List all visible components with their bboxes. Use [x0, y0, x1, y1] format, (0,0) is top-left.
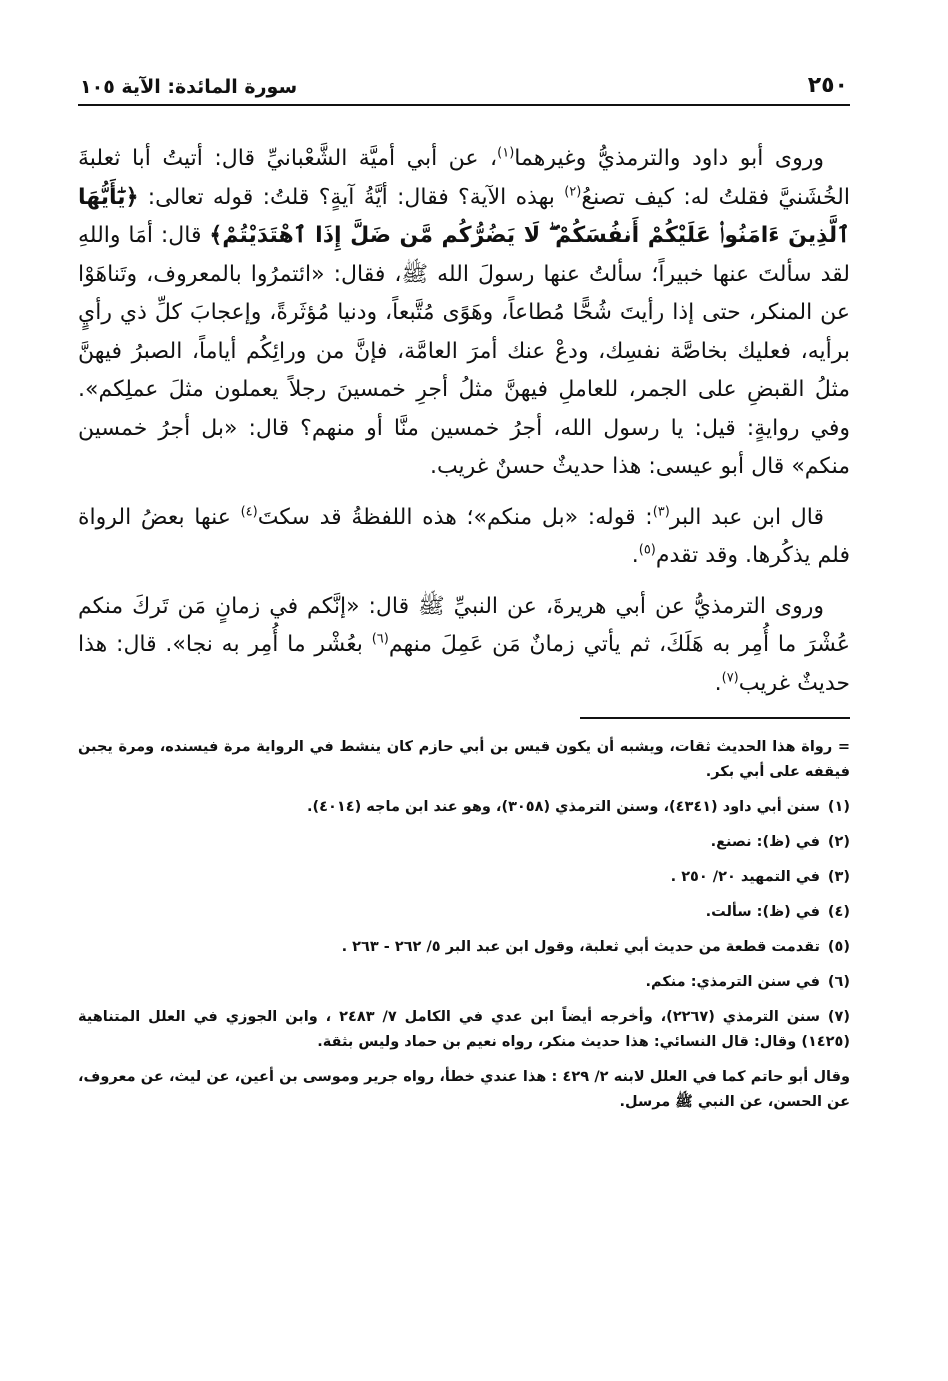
footnote-number: (٥) [827, 939, 850, 955]
footnote-number: (٦) [827, 974, 850, 990]
paragraph-abu-hurayra-hadith [78, 588, 850, 704]
text-run: بعُشْر ما أُمِر به نجا». قال: هذا حديثٌ غريب [78, 632, 850, 696]
footnote-number: (١) [827, 799, 850, 815]
header-rule [78, 104, 850, 106]
text-run: : قوله: «بل منكم»؛ هذه اللفظةُ قد سكتَ [257, 504, 653, 530]
text-run: وروى الترمذيُّ عن أبي هريرةَ، عن النبيِّ ﷺ قال: «إنَّكم في زمانٍ مَن تَركَ منكم عُشْرَ ما أُمِر به هَلَكَ، ثم يأتي زمانٌ مَن عَمِلَ منهم [78, 593, 850, 657]
running-title: سورة المائدة: الآية ١٠٥ [80, 76, 298, 98]
footnote-text: في التمهيد ٢٠/ ٢٥٠ . [670, 869, 820, 885]
footnote-1 [78, 795, 850, 820]
footnote-ref-1: (١) [497, 145, 515, 161]
book-page [78, 58, 850, 1125]
main-text [78, 140, 850, 703]
footnote-number: (٤) [827, 904, 850, 920]
footnote-number: (٣) [827, 869, 850, 885]
footnote-ref-4: (٤) [240, 504, 258, 520]
running-header [78, 58, 850, 102]
footnote-ref-7: (٧) [721, 670, 739, 686]
paragraph-abu-thalaba-hadith [78, 140, 850, 487]
footnotes [78, 735, 850, 1115]
footnote-6 [78, 970, 850, 995]
quran-verse: ﴿يَٰٓأَيُّهَا ٱلَّذِينَ ءَامَنُوا۟ عَلَيْكُمْ أَنفُسَكُمْ ۖ لَا يَضُرُّكُم مَّن ضَلَّ إِذَا ٱهْتَدَيْتُمْ﴾ [78, 184, 850, 248]
text-run: . [714, 670, 722, 696]
text-run: وروى أبو داود والترمذيُّ وغيرهما [514, 146, 824, 171]
footnote-continuation: = رواة هذا الحديث ثقات، ويشبه أن يكون قيس بن أبي حازم كان ينشط في الرواية مرة فيسنده، ومرة يجبن فيقفه على أبي بكر. [78, 739, 850, 780]
paragraph-ibn-abd-al-barr [78, 499, 850, 576]
footnote-number: (٢) [827, 834, 850, 850]
footnote-text: تقدمت قطعة من حديث أبي ثعلبة، وقول ابن عبد البر ٥/ ٢٦٢ - ٢٦٣ . [341, 939, 820, 955]
footnote-text: سنن الترمذي (٢٢٦٧)، وأخرجه أيضاً ابن عدي في الكامل ٧/ ٢٤٨٣ ، وابن الجوزي في العلل المتناهية (١٤٢٥) وقال: قال النسائي: هذا حديث منكر، رواه نعيم بن حماد وليس بثقة. [78, 1009, 850, 1050]
footnote-ref-2: (٢) [564, 184, 582, 200]
footnote-4 [78, 900, 850, 925]
footnote-3 [78, 865, 850, 890]
footnote-text: في (ظ): نصنع. [710, 834, 820, 850]
text-run: قال ابن عبد البر [669, 504, 824, 530]
footnote-text: في سنن الترمذي: منكم. [645, 974, 820, 990]
text-run: عنها بعضُ الرواة فلم يذكُرها. وقد تقدم [78, 504, 850, 568]
footnote-ref-3: (٣) [652, 504, 670, 520]
text-run: ، عن أبي أميَّة الشَّعْبانيِّ قال: أتيتُ أبا ثعلبةَ الخُشَنيَّ فقلتُ له: كيف تصنعُ [78, 146, 850, 210]
footnote-7 [78, 1005, 850, 1055]
footnote-number: (٧) [827, 1009, 850, 1025]
text-run: قال: أمَا واللهِ لقد سألتَ عنها خبيراً؛ سألتُ عنها رسولَ الله ﷺ، فقال: «ائتمرُوا بالمعروف، وتَناهَوْا عن المنكر، حتى إذا رأيتَ شُحًّا مُطاعاً، وهَوًى مُتَّبعاً، ودنيا مُؤثَرةً، وإعجابَ كلِّ ذي رأيٍ برأيه، فعليك بخاصَّة نفسِك، ودعْ عنك أمرَ العامَّة، فإنَّ من ورائِكُم أياماً، الصبرُ فيهنَّ مثلُ القبضِ على الجمر، للعاملِ فيهنَّ مثلُ أجرِ خمسينَ رجلاً يعملون مثلَ عملِكم». وفي روايةٍ: قيل: يا رسول الله، أجرُ خمسين منَّا أو منهم؟ قال: «بل أجرُ خمسين منكم» قال أبو عيسى: هذا حديثٌ حسنٌ غريب. [78, 223, 850, 479]
footnote-text: سنن أبي داود (٤٣٤١)، وسنن الترمذي (٣٠٥٨)، وهو عند ابن ماجه (٤٠١٤). [307, 799, 820, 815]
footnote-closing-note: وقال أبو حاتم كما في العلل لابنه ٢/ ٤٢٩ : هذا عندي خطأ، رواه جرير وموسى بن أعين، عن ليث، عن معروف، عن الحسن، عن النبي ﷺ مرسل. [78, 1069, 850, 1110]
footnote-ref-5: (٥) [638, 542, 656, 558]
footnote-5 [78, 935, 850, 960]
footnote-ref-6: (٦) [371, 631, 389, 647]
footnote-separator [580, 717, 850, 719]
footnote-text: في (ظ): سألت. [705, 904, 820, 920]
text-run: بهذه الآية؟ فقال: أيَّةُ آيةٍ؟ قلتُ: قوله تعالى: [138, 184, 565, 210]
page-number: ٢٥٠ [807, 73, 848, 98]
text-run: . [631, 543, 639, 568]
footnote-2 [78, 830, 850, 855]
